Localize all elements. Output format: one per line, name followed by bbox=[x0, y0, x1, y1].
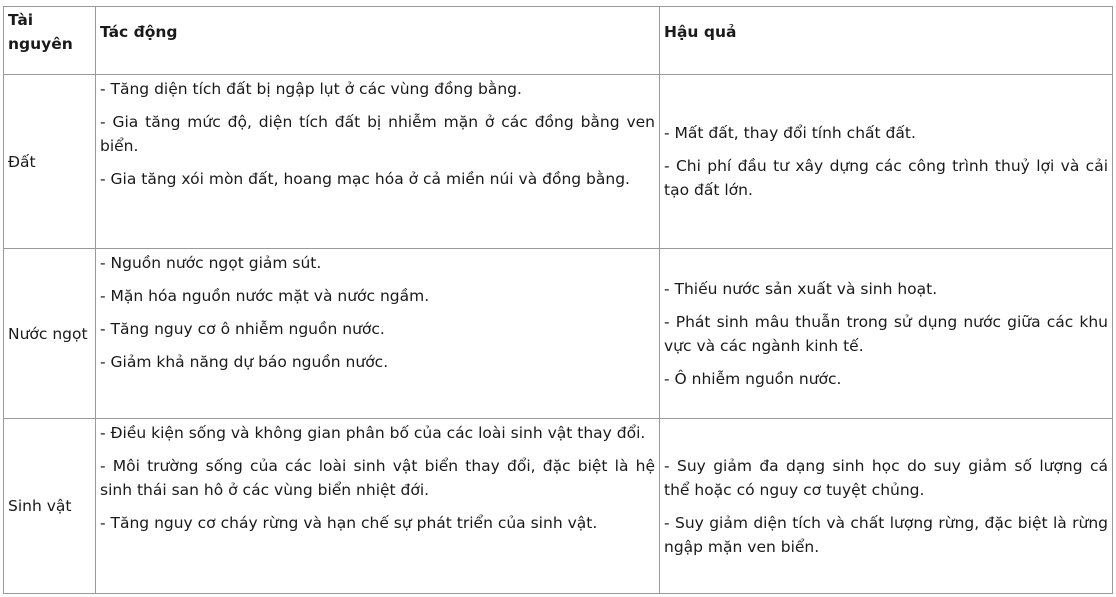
consequence-item: - Suy giảm diện tích và chất lượng rừng, đặc biệt là rừng ngập mặn ven biển. bbox=[664, 513, 1108, 556]
impact-item: - Tăng nguy cơ ô nhiễm nguồn nước. bbox=[100, 320, 385, 338]
table-row bbox=[4, 419, 1113, 594]
resource-cell: Đất bbox=[4, 75, 96, 249]
impact-item: - Nguồn nước ngọt giảm sút. bbox=[100, 254, 322, 272]
climate-impact-table bbox=[3, 6, 1113, 594]
consequence-item: - Suy giảm đa dạng sinh học do suy giảm số lượng cá thể hoặc có nguy cơ tuyệt chủng. bbox=[664, 456, 1108, 499]
impact-item: - Mặn hóa nguồn nước mặt và nước ngầm. bbox=[100, 287, 430, 305]
impact-item: - Tăng nguy cơ cháy rừng và hạn chế sự phát triển của sinh vật. bbox=[100, 514, 598, 532]
consequence-item: - Thiếu nước sản xuất và sinh hoạt. bbox=[664, 279, 938, 298]
table-row bbox=[4, 249, 1113, 419]
impact-cell bbox=[96, 75, 660, 249]
resource-cell: Nước ngọt bbox=[4, 249, 96, 419]
impact-item: - Giảm khả năng dự báo nguồn nước. bbox=[100, 353, 389, 371]
consequence-cell bbox=[660, 249, 1113, 419]
table-header-row bbox=[4, 7, 1113, 75]
consequence-item: - Mất đất, thay đổi tính chất đất. bbox=[664, 124, 916, 142]
impact-item: - Tăng diện tích đất bị ngập lụt ở các vùng đồng bằng. bbox=[100, 80, 522, 98]
consequence-item: - Ô nhiễm nguồn nước. bbox=[664, 369, 842, 388]
impact-item: - Điều kiện sống và không gian phân bố của các loài sinh vật thay đổi. bbox=[100, 424, 646, 442]
header-impact: Tác động bbox=[96, 7, 660, 75]
consequence-item: - Phát sinh mâu thuẫn trong sử dụng nước giữa các khu vực và các ngành kinh tế. bbox=[664, 312, 1108, 355]
impact-cell bbox=[96, 419, 660, 594]
impact-cell bbox=[96, 249, 660, 419]
header-consequence: Hậu quả bbox=[660, 7, 1113, 75]
table-row bbox=[4, 75, 1113, 249]
resource-cell: Sinh vật bbox=[4, 419, 96, 594]
consequence-cell bbox=[660, 419, 1113, 594]
consequence-cell bbox=[660, 75, 1113, 249]
impact-item: - Gia tăng xói mòn đất, hoang mạc hóa ở cả miền núi và đồng bằng. bbox=[100, 170, 630, 188]
impact-item: - Gia tăng mức độ, diện tích đất bị nhiễm mặn ở các đồng bằng ven biển. bbox=[100, 113, 655, 155]
impact-item: - Môi trường sống của các loài sinh vật biển thay đổi, đặc biệt là hệ sinh thái san hô ở các vùng biển nhiệt đới. bbox=[100, 457, 655, 499]
header-resource: Tài nguyên bbox=[4, 7, 96, 75]
consequence-item: - Chi phí đầu tư xây dựng các công trình thuỷ lợi và cải tạo đất lớn. bbox=[664, 157, 1108, 199]
